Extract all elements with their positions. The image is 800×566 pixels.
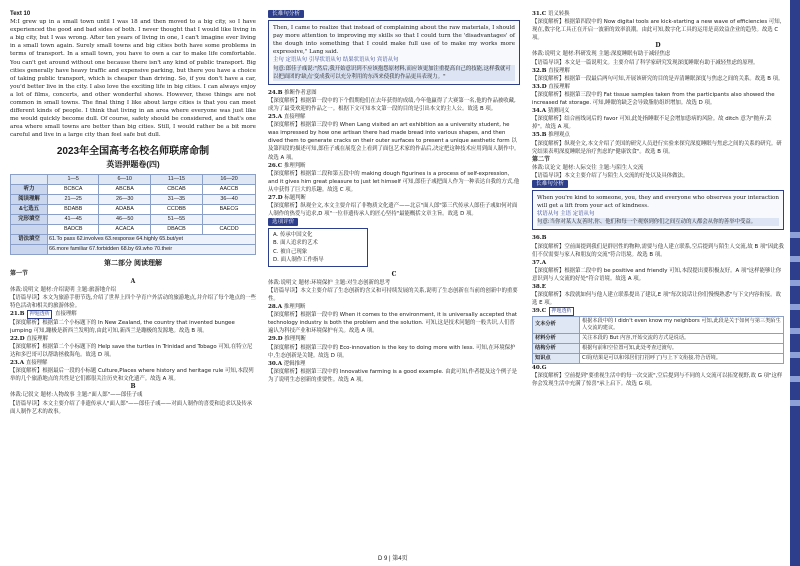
row-label xyxy=(11,224,48,234)
right-column xyxy=(532,10,784,556)
question-number: 39.C xyxy=(532,308,547,315)
answer-cell: 61.To pass 62.involves 63.response 64.highly 65.but/yet xyxy=(48,234,256,244)
question-item xyxy=(268,303,520,311)
analysis-value: 关注本段的 But 内容,开始交流的方式是说话。 xyxy=(580,333,784,343)
question-analysis: 【深度解析】根据第二个小标题下的 Help save the turtles in Trinidad and Tobago 可知,在特立尼达和多巴哥可以帮助拯救海龟。故选 D 项。 xyxy=(10,343,253,358)
option-list xyxy=(268,228,368,266)
question-item xyxy=(268,162,520,170)
section-label: 第二节 xyxy=(532,156,551,163)
passage-guide: 【语篇导读】本文主要介绍了与陌生人交流的好处以及具体做法。 xyxy=(532,172,689,179)
question-kind: 推理判断 xyxy=(283,304,306,311)
question-analysis: 【深度解析】纵观全文,本文主要介绍了非物质文化遗产——北京"面人郎"第三代传承人郎佳子彧如何对面人制作的热爱与追求,D 项"一位非遗传承人的匠心坚持"最能概括文章主旨。故选 D 项。 xyxy=(268,203,518,218)
passage-meta: 体裁:说明文 题材:科研发现 主题:深度睡眠有助于减轻焦虑 xyxy=(532,51,671,58)
question-analysis: 【深度解析】根据第二个小标题下的 In New Zealand, the country that invented bungee jumping 可知,蹦极是新西兰发明的,由此可知,新西兰是蹦极的发源地。故选 B 项。 xyxy=(10,319,235,334)
answer-cell: CBCAB xyxy=(150,184,202,194)
exam-subtitle: 英语押题卷(四) xyxy=(106,159,160,169)
question-analysis: 【深度解析】根据第一段最后两句可知,开展该研究的目的是弄清睡眠深度与焦虑之间的关系。故选 B 项。 xyxy=(532,75,784,82)
question-analysis: 【深度解析】空前提到"要重视生活中的每一次交流",空后提到与不同的人交流可以拓宽视野,故 G 项"这样你会发现生活中充满了惊喜"承上启下。故选 G 项。 xyxy=(532,372,783,387)
question-item xyxy=(268,89,520,97)
option-item: A. 传承中国文化 xyxy=(273,232,313,239)
answer-cell: AACCB xyxy=(203,184,256,194)
question-kind: 直接理解 xyxy=(548,67,570,74)
passage-letter: C xyxy=(391,270,397,278)
passage-letter: B xyxy=(130,383,136,391)
analysis-table xyxy=(532,316,784,364)
range-cell: 1—5 xyxy=(48,174,99,184)
answer-cell: CACDD xyxy=(203,224,256,234)
range-cell: 36—40 xyxy=(203,194,256,204)
passage-meta: 体裁:议论文 题材:人际交往 主题:与陌生人交流 xyxy=(532,164,644,171)
question-item xyxy=(10,335,256,343)
question-analysis: 【深度解析】根据第一段中的下个假期他们在去年获得的成绩,今年他赢得了大赛第一名,他的作品被收藏,成为了最受欢迎的作品之一。根据下文可知本文第一段的目的是引出本文的主人公。故选 B 项。 xyxy=(268,97,516,112)
question-kind: 直接理解 xyxy=(548,83,570,90)
question-kind: 标题判断 xyxy=(284,194,306,201)
question-analysis: 【深度解析】根据第三段中的 Eco-innovation is the key to doing more with less. 可知,在环境保护中,生态创新是关键。故选 D 项。 xyxy=(268,344,516,359)
answer-cell: 66.more familiar 67.forbidden 68.by 69.who 70.their xyxy=(48,244,256,254)
edge-tick xyxy=(790,328,800,334)
edge-tick xyxy=(790,352,800,358)
question-kind: 直接理解 xyxy=(25,360,48,367)
analysis-key: 材料分析 xyxy=(533,333,580,343)
question-kind: 推理观点 xyxy=(548,132,570,139)
row-label: &七选五 xyxy=(11,204,48,214)
question-kind: 推理判断 xyxy=(283,162,306,169)
long-sentence-box xyxy=(268,20,520,85)
question-number: 23.A xyxy=(10,360,25,367)
analysis-key: 结构分析 xyxy=(533,343,580,353)
exam-title: 2023年全国高考名校名师联席命制 xyxy=(56,145,210,157)
analysis-value: C项(结果是可以和邻居们打招呼了)与上下文衔接,符合语境。 xyxy=(580,353,784,363)
question-kind: 猜测词义 xyxy=(547,108,570,115)
question-number: 21.B xyxy=(10,311,25,318)
part-title: 第二部分 阅读理解 xyxy=(104,259,162,267)
question-number: 28.A xyxy=(268,304,283,311)
question-item xyxy=(532,307,784,316)
range-cell xyxy=(203,214,256,224)
answer-cell: BDABB xyxy=(48,204,99,214)
question-number: 24.B xyxy=(268,89,283,96)
passage-guide: 【语篇导读】本文为旅游手册节选,介绍了世界上四个孕育户外活动的旅游地点,并介绍了每个地点的一些特色活动和相关的旅游体验。 xyxy=(10,294,256,309)
range-cell: 31—35 xyxy=(150,194,202,204)
answer-table xyxy=(10,174,256,255)
question-number: 25.A xyxy=(268,114,283,121)
question-item xyxy=(10,310,256,319)
question-number: 37.A xyxy=(532,259,547,266)
question-number: 27.D xyxy=(268,194,283,201)
question-item xyxy=(532,107,784,115)
question-analysis: 【深度解析】空前面提到我们是群居性的物种,需要与他人建立联系,空后提到与陌生人交流,故 B 项"因此我们不仅需要与家人和朋友的交流"符合语境。故选 B 项。 xyxy=(532,243,784,258)
edge-tick xyxy=(790,400,800,406)
answer-cell: ACACA xyxy=(99,224,150,234)
edge-tick xyxy=(790,280,800,286)
question-analysis: 【深度解析】根据第三段中的 When Lang visited an art exhibition as a university student, he was impressed by how one artisan there had made bread into various shapes, and then dived them to generate cracks on their outer surfaces to present a unique aesthetic form 以及第四段的描述可知,郎佳子彧在展览会上看到了面包艺术家的作品后,决定把这种技术应用到面人制作中。故选 A 项。 xyxy=(268,122,520,161)
answer-cell: BADCB xyxy=(48,224,99,234)
edge-tick xyxy=(790,232,800,238)
listening-script: M:I grew up in a small town until I was 18 and then moved to a big city, so I have experienced the good and bad sides of both. I never thought that I would like living in a big city, but I was wrong. After ten years of living in one, I can't imagine ever living in a small town again. Surely small towns and big cities both have some problems in terms of transport. In a small town, you have to own a car to make life comfortable. You can't get around without one because there isn't any kind of public transport. Big cities generally have heavy traffic and expensive parking, but there you have a choice of taking public transport, which is cheaper than driving. So, if you don't have a car, you'd better live in the city. I also love the exciting life in big cities. I can always enjoy a lot of films, concerts, and other wonderful shows. However, these things are not common in small towns. The final thing I like about large cities is that you can meet different kinds of people. I think that living in an area where everyone was just like me would quickly become dull. Of course, safety should be considered, and that's one area where small towns are better than big cities. Still, I would rather be a bit more careful and live in a large city than feel safe but dull. xyxy=(10,19,256,139)
question-number: 30.A xyxy=(268,360,283,367)
answer-cell: CCDBB xyxy=(150,204,202,214)
range-cell: 41—45 xyxy=(48,214,99,224)
row-label: 听力 xyxy=(11,184,48,194)
question-number: 35.B xyxy=(532,132,547,139)
passage-letter: A xyxy=(130,277,136,285)
edge-tick xyxy=(790,376,800,382)
sentence-gloss: 主句 定语从句 引导状语从句 结果状语从句 宾语从句 xyxy=(273,57,399,64)
edge-index-strip xyxy=(790,0,800,566)
long-sentence: Then, I came to realize that instead of complaining about the raw materials, I should pay more attention to improving my skills so that I could turn the 'disadvantages' of the dough into something that I could make full use of to make my works more expressive," Lang said. xyxy=(273,25,515,56)
question-item xyxy=(532,131,784,139)
question-item xyxy=(532,10,784,18)
answer-cell: ADABA xyxy=(99,204,150,214)
question-kind: 逻辑推理 xyxy=(283,360,306,367)
range-cell: 6—10 xyxy=(99,174,150,184)
long-sentence: When you're kind to someone, you, they and everyone who observes your interaction will get a lift from your act of kindness. xyxy=(537,195,779,210)
text-label: Text 10 xyxy=(10,11,31,17)
question-number: 33.D xyxy=(532,83,547,90)
analysis-key: 文本分析 xyxy=(533,316,580,333)
passage-meta: 体裁:说明文 题材:介绍说明 主题:旅游地介绍 xyxy=(10,286,116,293)
question-kind: 语义转换 xyxy=(547,11,570,17)
analysis-value: 根据本段中的 I didn't even know my neighbors 可知,此段是关于如何与第三类陌生人交流的建议。 xyxy=(580,316,784,333)
question-analysis: 【深度解析】根据第二段中的 be positive and friendly 可知,本段提出要积极友好。A 项"这样能够让你意识到与人交流的好处"符合语境。故选 A 项。 xyxy=(532,267,782,282)
question-number: 26.C xyxy=(268,162,283,169)
question-number: 40.G xyxy=(532,364,547,371)
question-item xyxy=(10,359,256,367)
question-number: 22.D xyxy=(10,335,25,342)
edge-tick xyxy=(790,304,800,310)
page-number: D 9 | 第4页 xyxy=(378,556,408,562)
left-column xyxy=(10,10,256,556)
row-label: 完形填空 xyxy=(11,214,48,224)
question-kind: 推理判断 xyxy=(284,336,306,343)
question-tag: 押题透析 xyxy=(549,307,574,316)
question-analysis: 【深度解析】根据第四段中的 Now digital tools are kick-starting a new wave of efficiencies 可知,现在,数字化工具正在开启一波新的效率浪潮。由此可知,数字化工具的运用是高效益企业的趋势。故选 C 项。 xyxy=(532,19,782,42)
sentence-translation: 句意:郎佳子彧说:"然后,我开始意识到不应该抱怨原材料,而应该更加注重提高自己的技能,这样我就可以把面团的'缺点'变成我可以充分利用的东西来使我的作品更具表现力。" xyxy=(273,65,515,81)
option-item: D. 面人制作工作指导 xyxy=(273,256,324,263)
option-item: B. 面人追求的艺术 xyxy=(273,240,318,247)
long-sentence-box xyxy=(532,190,784,230)
section-label: 第一节 xyxy=(10,270,29,277)
row-label: 语法填空 xyxy=(11,234,48,244)
question-analysis: 【深度解析】根据第三段中的 Innovative farming is a good example. 由此可知,作者提及这个例子是为了说明生态创新的重要性。故选 A 项。 xyxy=(268,368,518,383)
question-analysis: 【深度解析】根据第三段中的 Fat tissue samples taken from the participants also showed the increased fat storage. 可知,睡眠的缺乏会导致脂肪组织增加。故选 D 项。 xyxy=(532,91,775,107)
range-cell: 26—30 xyxy=(99,194,150,204)
analysis-box-header: 长难句分析 xyxy=(532,180,568,188)
passage-guide: 【语篇导读】本文主要介绍了生态创新的含义和可持续发展的关系,说明了生态创新在当前的创新中的重要性。 xyxy=(268,287,518,302)
question-analysis: 【深度解析】根据最后一段的小标题 Culture,Places where history and heritage rule 可知,本段列举的几个旅游地点的共性是它们都很关注历史和文化遗产。故选 A 项。 xyxy=(10,368,254,383)
question-analysis: 【深度解析】纵观全文,本文介绍了美国的研究人员进行实验来探究深度睡眠与焦虑之间的关系的研究。研究结果表明深度睡眠是治疗焦虑的"健康饮食"。故选 B 项。 xyxy=(532,140,782,155)
range-cell: 11—15 xyxy=(150,174,202,184)
question-item xyxy=(268,194,520,202)
middle-column xyxy=(268,10,520,556)
question-item xyxy=(268,335,520,343)
question-kind: 直接理解 xyxy=(283,114,306,121)
option-item: C. 被自己现象 xyxy=(273,248,308,255)
question-tag: 押题透析 xyxy=(27,310,52,319)
analysis-value: 根据句前和空位置可知,此处考查过渡句。 xyxy=(580,343,784,353)
row-label: 阅读理解 xyxy=(11,194,48,204)
passage-guide: 【语篇导读】本文是一篇说明文。主要介绍了科学家研究发现深度睡眠有助于减轻焦虑的原理。 xyxy=(532,59,759,66)
question-analysis: 【深度解析】根据第一段中的 When it comes to the environment, it is universally accepted that technology industry is both the problem and the solution. 可知,这是技术问题的一般共识,人们普遍认为科技产业和环境保护有关。故选 A 项。 xyxy=(268,312,517,335)
passage-meta: 体裁:说明文 题材:环境保护 主题:对生态创新的思考 xyxy=(268,279,391,286)
passage-letter: D xyxy=(655,42,661,50)
question-number: 29.D xyxy=(268,336,283,343)
question-analysis: 【深度解析】本段就如何与他人建立联系提出了建议,E 项"每次说话让你们慢慢熟悉"与下文内容衔接。故选 E 项。 xyxy=(532,292,781,307)
range-cell: 46—50 xyxy=(99,214,150,224)
question-number: 34.A xyxy=(532,108,547,115)
question-analysis: 【深度解析】结合画线词后的 favor 可知,此处指睡眠不足会增加患病的风险。故 ditch 意为"抛弃;丢掉"。故选 A 项。 xyxy=(532,116,772,131)
passage-meta: 体裁:记叙文 题材:人物故事 主题:"面人郎"——郎佳子彧 xyxy=(10,392,143,399)
question-number: 31.C xyxy=(532,11,547,17)
question-item xyxy=(532,67,784,75)
question-kind: 直接理解 xyxy=(55,311,77,318)
passage-guide: 【语篇导读】本文主要介绍了非遗传承人"面人郎"——郎佳子彧——对面人制作的喜爱和追求以及传承面人制作艺术的故事。 xyxy=(10,400,253,415)
range-cell: 51—55 xyxy=(150,214,202,224)
answer-cell: ABCBA xyxy=(99,184,150,194)
range-cell: 16—20 xyxy=(203,174,256,184)
question-analysis: 【深度解析】根据第二段和第五段中的 making dough figurines is a process of self-expression, and it gives him great pleasure to just let himself 可知,郎佳子彧把面人作为一种表达自我的方式,他从中获得了巨大的乐趣。故选 C 项。 xyxy=(268,170,520,193)
answer-cell: DBACB xyxy=(150,224,202,234)
sentence-translation: 句意:当你对某人友善时,你、他们和每一个观察到你们之间互动的人都会从你的善举中受益。 xyxy=(537,218,779,226)
question-number: 38.E xyxy=(532,284,546,290)
range-cell: 21—25 xyxy=(48,194,99,204)
question-number: 32.B xyxy=(532,67,547,74)
question-item xyxy=(268,113,520,121)
answer-cell: BAECG xyxy=(203,204,256,214)
question-item xyxy=(532,83,784,91)
row-label xyxy=(11,244,48,254)
question-kind: 推断作者意图 xyxy=(284,89,317,96)
edge-tick xyxy=(790,256,800,262)
question-item xyxy=(268,360,520,368)
answer-cell: BCBCA xyxy=(48,184,99,194)
sentence-gloss: 状语从句 主语 定语从句 xyxy=(537,211,595,218)
table-corner xyxy=(11,174,48,184)
question-number: 36.B xyxy=(532,235,547,242)
analysis-box-header: 长难句分析 xyxy=(268,10,304,18)
question-kind: 直接理解 xyxy=(26,335,48,342)
analysis-key: 知识点 xyxy=(533,353,580,363)
option-box-header: 选项评价 xyxy=(268,218,298,226)
